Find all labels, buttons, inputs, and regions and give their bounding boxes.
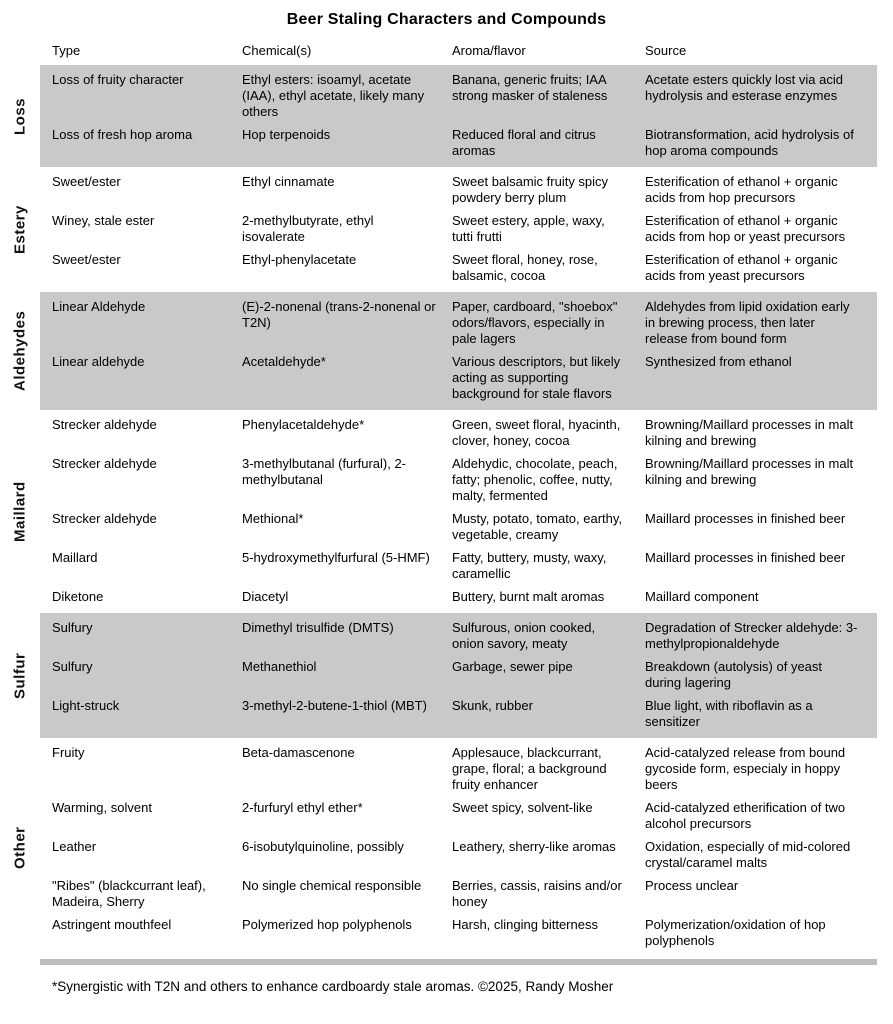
cell-source: Acid-catalyzed release from bound gycoside form, especialy in hoppy beers: [645, 745, 846, 792]
cell-type: Strecker aldehyde: [52, 417, 157, 432]
column-header-source: Source: [645, 43, 687, 58]
table-row: [40, 800, 877, 832]
section-loss: [11, 65, 877, 167]
section-other: [11, 738, 877, 957]
cell-chemicals: Beta-damascenone: [242, 745, 355, 760]
cell-aroma: Leathery, sherry-like aromas: [452, 839, 616, 854]
cell-aroma: Sweet floral, honey, rose, balsamic, cocoa: [452, 252, 598, 283]
table-row: [40, 417, 877, 449]
table-row: [40, 878, 877, 910]
cell-source: Browning/Maillard processes in malt kilning and brewing: [645, 456, 854, 487]
section-band: [40, 613, 877, 738]
cell-chemicals: Hop terpenoids: [242, 127, 331, 142]
table-row: [40, 620, 877, 652]
group-label: Maillard: [11, 481, 29, 542]
cell-type: Light-struck: [52, 698, 120, 713]
cell-source: Esterification of ethanol + organic acids from hop precursors: [645, 174, 838, 205]
cell-type: Sweet/ester: [52, 174, 121, 189]
column-header-aroma: Aroma/flavor: [452, 43, 526, 58]
table-row: [40, 550, 877, 582]
cell-type: Astringent mouthfeel: [52, 917, 172, 932]
table-sections: [11, 65, 877, 957]
group-label: Loss: [11, 97, 29, 135]
cell-chemicals: 5-hydroxymethylfurfural (5-HMF): [242, 550, 430, 565]
group-label: Estery: [11, 205, 29, 254]
cell-aroma: Fatty, buttery, musty, waxy, caramellic: [452, 550, 607, 581]
cell-source: Degradation of Strecker aldehyde: 3-methylpropionaldehyde: [645, 620, 858, 651]
section-band: [40, 292, 877, 410]
cell-source: Maillard component: [645, 589, 759, 604]
cell-chemicals: 6-isobutylquinoline, possibly: [242, 839, 404, 854]
table-row: [40, 174, 877, 206]
table-row: [40, 511, 877, 543]
cell-chemicals: Polymerized hop polyphenols: [242, 917, 412, 932]
cell-source: Synthesized from ethanol: [645, 354, 792, 369]
cell-chemicals: Ethyl-phenylacetate: [242, 252, 357, 267]
table-row: [40, 354, 877, 402]
cell-source: Esterification of ethanol + organic acids from yeast precursors: [645, 252, 838, 283]
column-header-type: Type: [52, 43, 81, 58]
cell-source: Polymerization/oxidation of hop polyphenols: [645, 917, 826, 948]
cell-aroma: Skunk, rubber: [452, 698, 533, 713]
cell-type: Winey, stale ester: [52, 213, 155, 228]
cell-aroma: Reduced floral and citrus aromas: [452, 127, 596, 158]
column-header-chemicals: Chemical(s): [242, 43, 312, 58]
cell-source: Biotransformation, acid hydrolysis of hop aroma compounds: [645, 127, 854, 158]
table-row: [40, 839, 877, 871]
section-sulfur: [11, 613, 877, 738]
group-label: Sulfur: [11, 652, 29, 699]
cell-chemicals: (E)-2-nonenal (trans-2-nonenal or T2N): [242, 299, 436, 330]
section-aldehydes: [11, 292, 877, 410]
cell-source: Maillard processes in finished beer: [645, 511, 846, 526]
cell-chemicals: Dimethyl trisulfide (DMTS): [242, 620, 394, 635]
cell-aroma: Various descriptors, but likely acting as supporting background for stale flavors: [452, 354, 621, 401]
cell-type: Strecker aldehyde: [52, 511, 157, 526]
cell-type: Sulfury: [52, 620, 93, 635]
cell-aroma: Sulfurous, onion cooked, onion savory, meaty: [452, 620, 596, 651]
cell-type: Maillard: [52, 550, 98, 565]
cell-type: Linear Aldehyde: [52, 299, 146, 314]
cell-aroma: Banana, generic fruits; IAA strong masker of staleness: [452, 72, 608, 103]
cell-aroma: Musty, potato, tomato, earthy, vegetable, creamy: [452, 511, 623, 542]
table-row: [40, 299, 877, 347]
cell-chemicals: 2-furfuryl ethyl ether*: [242, 800, 363, 815]
section-band: [40, 738, 877, 957]
cell-aroma: Sweet estery, apple, waxy, tutti frutti: [452, 213, 605, 244]
table-row: [40, 917, 877, 949]
cell-chemicals: Ethyl esters: isoamyl, acetate (IAA), ethyl acetate, likely many others: [242, 72, 425, 119]
column-header-row: [40, 39, 877, 65]
staling-table: [11, 39, 877, 957]
cell-source: Oxidation, especially of mid-colored crystal/caramel malts: [645, 839, 851, 870]
cell-source: Process unclear: [645, 878, 739, 893]
cell-chemicals: Phenylacetaldehyde*: [242, 417, 365, 432]
cell-chemicals: 3-methyl-2-butene-1-thiol (MBT): [242, 698, 427, 713]
cell-aroma: Berries, cassis, raisins and/or honey: [452, 878, 622, 909]
cell-source: Blue light, with riboflavin as a sensitizer: [645, 698, 813, 729]
table-row: [40, 745, 877, 793]
cell-source: Esterification of ethanol + organic acids from hop or yeast precursors: [645, 213, 846, 244]
table-row: [40, 213, 877, 245]
cell-chemicals: 3-methylbutanal (furfural), 2-methylbutanal: [242, 456, 407, 487]
cell-chemicals: Methanethiol: [242, 659, 317, 674]
table-row: [40, 456, 877, 504]
footnote: *Synergistic with T2N and others to enhance cardboardy stale aromas. ©2025, Randy Mosher: [52, 979, 614, 994]
page-title: Beer Staling Characters and Compounds: [286, 11, 607, 28]
table-row: [40, 252, 877, 284]
group-label: Other: [11, 826, 29, 869]
table-row: [40, 698, 877, 730]
cell-source: Browning/Maillard processes in malt kilning and brewing: [645, 417, 854, 448]
cell-chemicals: Ethyl cinnamate: [242, 174, 335, 189]
cell-chemicals: No single chemical responsible: [242, 878, 422, 893]
cell-aroma: Sweet spicy, solvent-like: [452, 800, 593, 815]
cell-aroma: Harsh, clinging bitterness: [452, 917, 598, 932]
cell-source: Acid-catalyzed etherification of two alcohol precursors: [645, 800, 846, 831]
cell-type: Loss of fresh hop aroma: [52, 127, 193, 142]
table-row: [40, 589, 877, 605]
section-estery: [11, 167, 877, 292]
cell-source: Acetate esters quickly lost via acid hydrolysis and esterase enzymes: [645, 72, 843, 103]
table-row: [40, 659, 877, 691]
cell-source: Breakdown (autolysis) of yeast during lagering: [645, 659, 823, 690]
cell-type: "Ribes" (blackcurrant leaf), Madeira, Sherry: [52, 878, 206, 909]
cell-type: Linear aldehyde: [52, 354, 145, 369]
section-maillard: [11, 410, 877, 613]
cell-chemicals: Acetaldehyde*: [242, 354, 326, 369]
section-band: [40, 65, 877, 167]
cell-aroma: Garbage, sewer pipe: [452, 659, 573, 674]
cell-type: Leather: [52, 839, 97, 854]
group-label: Aldehydes: [11, 310, 29, 392]
cell-aroma: Aldehydic, chocolate, peach, fatty; phenolic, coffee, nutty, malty, fermented: [452, 456, 618, 503]
cell-aroma: Applesauce, blackcurrant, grape, floral; a background fruity enhancer: [452, 745, 607, 792]
cell-aroma: Paper, cardboard, "shoebox" odors/flavors, especially in pale lagers: [452, 299, 618, 346]
cell-aroma: Sweet balsamic fruity spicy powdery berry plum: [452, 174, 609, 205]
cell-type: Sweet/ester: [52, 252, 121, 267]
cell-type: Diketone: [52, 589, 104, 604]
cell-chemicals: Diacetyl: [242, 589, 289, 604]
cell-type: Warming, solvent: [52, 800, 152, 815]
cell-type: Sulfury: [52, 659, 93, 674]
table-row: [40, 72, 877, 120]
cell-type: Strecker aldehyde: [52, 456, 157, 471]
cell-aroma: Green, sweet floral, hyacinth, clover, honey, cocoa: [452, 417, 621, 448]
cell-type: Loss of fruity character: [52, 72, 184, 87]
cell-type: Fruity: [52, 745, 85, 760]
table-row: [40, 127, 877, 159]
section-band: [40, 167, 877, 292]
cell-source: Aldehydes from lipid oxidation early in brewing process, then later release from bound form: [645, 299, 850, 346]
cell-chemicals: Methional*: [242, 511, 304, 526]
cell-chemicals: 2-methylbutyrate, ethyl isovalerate: [242, 213, 374, 244]
table-bottom-rule: [40, 959, 877, 965]
cell-source: Maillard processes in finished beer: [645, 550, 846, 565]
section-band: [40, 410, 877, 613]
cell-aroma: Buttery, burnt malt aromas: [452, 589, 605, 604]
